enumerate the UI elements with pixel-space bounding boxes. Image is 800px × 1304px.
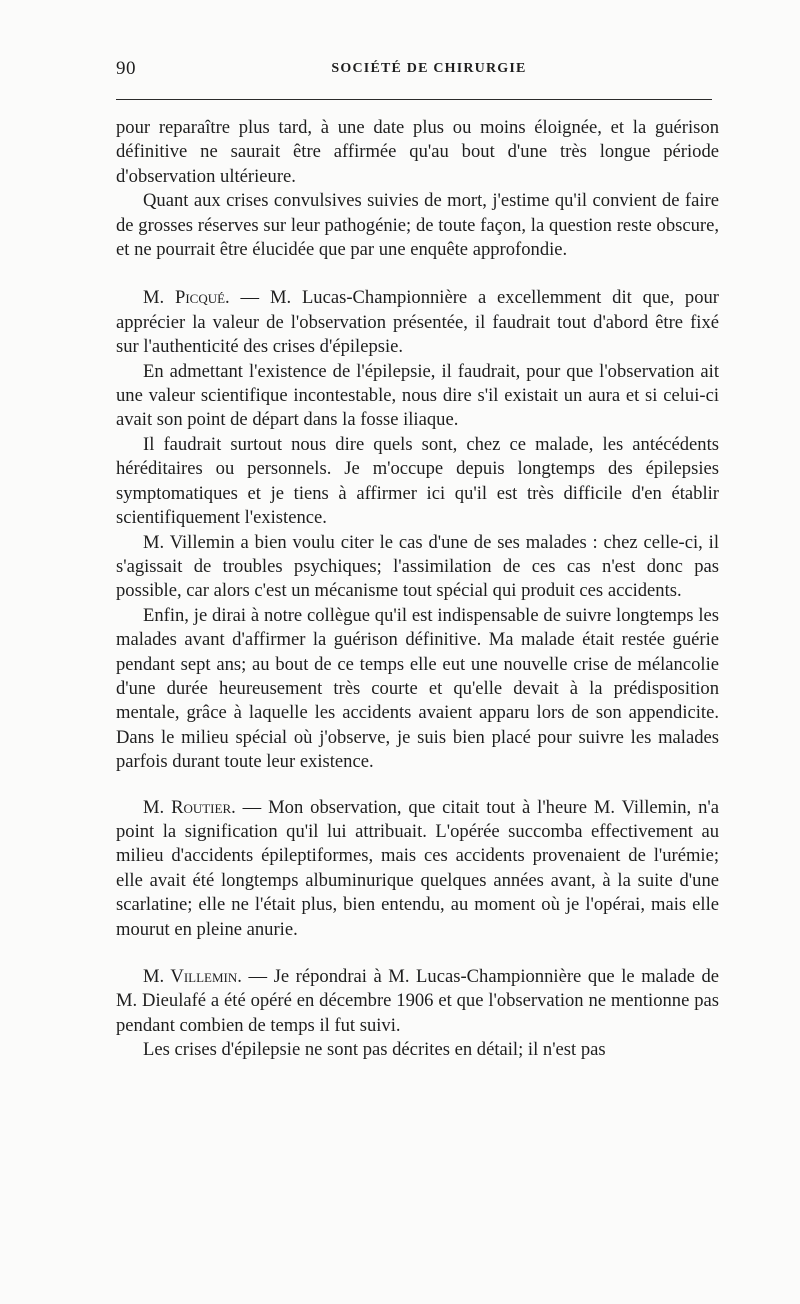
speaker-name: M. Routier. (143, 796, 236, 818)
speech-text: — M. Lucas-Championnière a excellemment dit que, pour apprécier la valeur de l'observation présentée, il faudrait tout d'abord être fixé sur l'authenticité des crises d'épilepsie. (116, 287, 719, 358)
paragraph-crises-description: Les crises d'épilepsie ne sont pas décrites en détail; il n'est pas (143, 1039, 606, 1061)
paragraph-epilepsy-existence: En admettant l'existence de l'épilepsie, il faudrait, pour que l'observation ait une valeur scientifique incontestable, nous dire s'il existait un aura et si celui-ci avait son point de départ dans la fosse iliaque. (116, 360, 719, 431)
page-header (116, 58, 712, 88)
header-rule (116, 99, 712, 100)
paragraph-antecedents: Il faudrait surtout nous dire quels sont, chez ce malade, les antécédents héréditaires ou personnels. Je m'occupe depuis longtemps des épilepsies symptomatiques et je tiens à affirmer ici qu'il est très difficile d'en établir scientifiquement l'existence. (116, 433, 719, 529)
body-text (116, 116, 719, 1063)
paragraph-villemin-case: M. Villemin a bien voulu citer le cas d'une de ses malades : chez celle-ci, il s'agissait de troubles psychiques; l'assimilation de ces cas n'est donc pas possible, car alors c'est un mécanisme tout spécial qui produit ces accidents. (116, 531, 719, 602)
speaker-name: M. Villemin. (143, 966, 242, 987)
page-number: 90 (116, 58, 136, 79)
speech-text: — Mon observation, que citait tout à l'heure M. Villemin, n'a point la signification qu'il lui attribuait. L'opérée succomba effectivement au milieu d'accidents épileptiformes, mais ces accidents provenaient de l'urémie; elle avait été longtemps albuminurique quelques années avant, à la suite d'une scarlatine; elle ne l'était plus, bien entendu, au moment où je l'opérai, mais elle mourut en pleine anurie. (116, 796, 719, 940)
speaker-name: M. Picqué. (143, 287, 230, 309)
speech-routier (116, 796, 719, 942)
speech-picque (116, 286, 719, 359)
paragraph-continuation: pour reparaître plus tard, à une date plus ou moins éloignée, et la guérison définitive ne saurait être affirmée qu'au bout d'une très longue période d'observation ultérieure. (116, 117, 719, 187)
speech-text: — Je répondrai à M. Lucas-Championnière que le malade de M. Dieulafé a été opéré en décembre 1906 et que l'observation ne mentionne pas pendant combien de temps il fut suivi. (116, 966, 720, 1036)
speech-villemin (116, 965, 719, 1038)
paragraph-follow-up: Enfin, je dirai à notre collègue qu'il est indispensable de suivre longtemps les malades avant d'affirmer la guérison définitive. Ma malade était restée guérie pendant sept ans; au bout de ce temps elle eut une nouvelle crise de mélancolie d'une durée heureusement très courte et qu'elle devait à la prédisposition mentale, grâce à laquelle les accidents avaient apparu lors de son appendicite. Dans le milieu spécial où j'observe, je suis bien placé pour suivre les malades parfois durant toute leur existence. (116, 604, 719, 773)
running-title: SOCIÉTÉ DE CHIRURGIE (331, 61, 527, 76)
paragraph-convulsive-crises: Quant aux crises convulsives suivies de mort, j'estime qu'il convient de faire de grosses réserves sur leur pathogénie; de toute façon, la question reste obscure, et ne pourrait être élucidée que par une enquête approfondie. (116, 190, 719, 261)
